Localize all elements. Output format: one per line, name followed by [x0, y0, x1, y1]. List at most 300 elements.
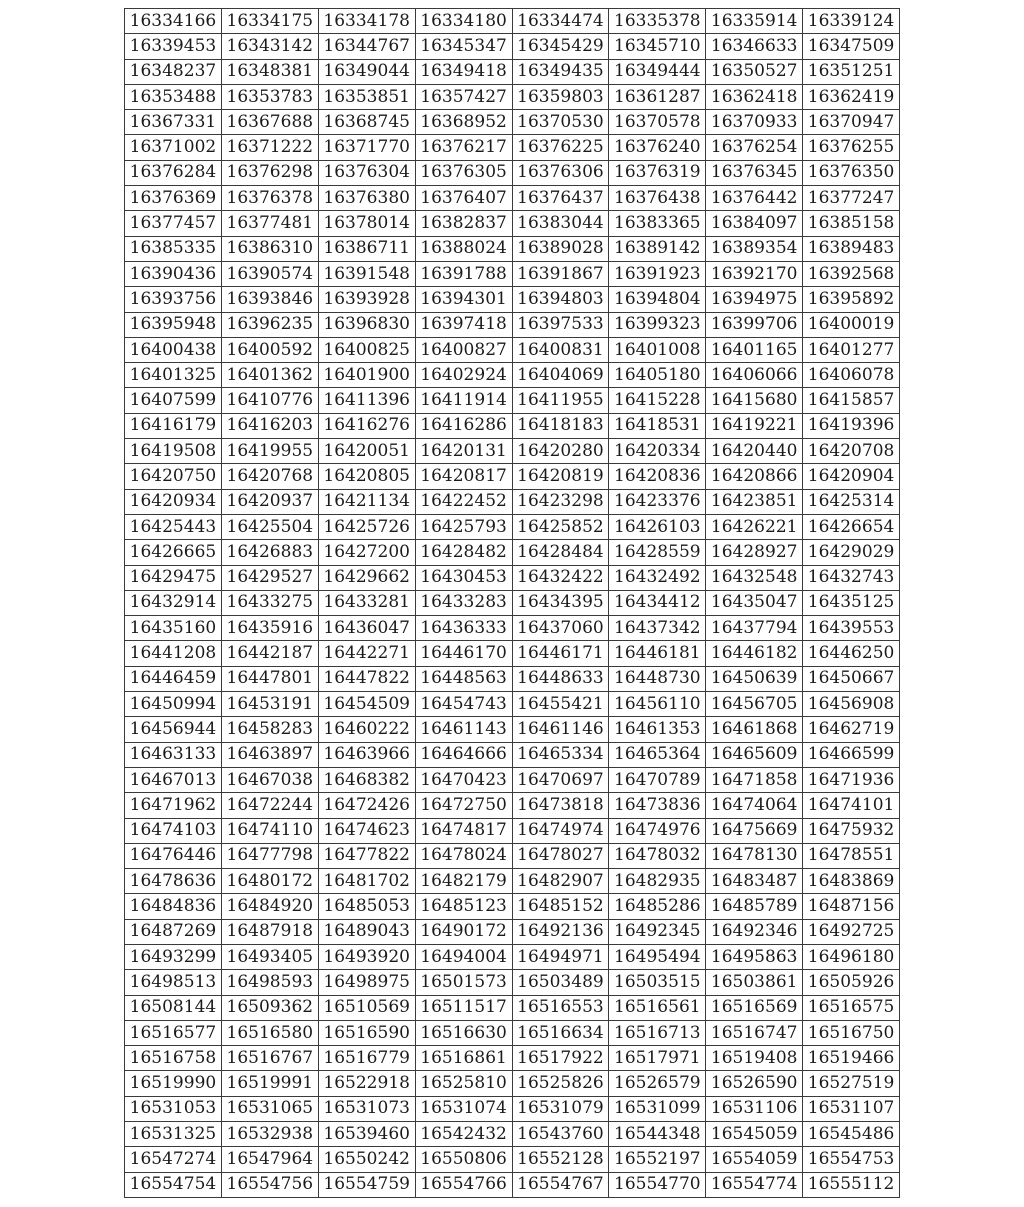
table-cell: 16344767 — [318, 34, 415, 59]
table-row — [125, 1096, 900, 1121]
table-cell: 16429662 — [318, 565, 415, 590]
table-cell: 16389142 — [609, 236, 706, 261]
table-cell: 16399706 — [706, 312, 803, 337]
table-cell: 16402924 — [415, 363, 512, 388]
table-cell: 16349044 — [318, 59, 415, 84]
table-cell: 16391867 — [512, 261, 609, 286]
table-cell: 16334175 — [221, 9, 318, 34]
table-cell: 16367331 — [125, 110, 222, 135]
table-cell: 16377481 — [221, 211, 318, 236]
table-cell: 16376298 — [221, 160, 318, 185]
table-cell: 16334474 — [512, 9, 609, 34]
number-table-body — [125, 9, 900, 1198]
table-row — [125, 211, 900, 236]
table-cell: 16516747 — [706, 1020, 803, 1045]
table-cell: 16430453 — [415, 565, 512, 590]
table-cell: 16456705 — [706, 692, 803, 717]
table-row — [125, 413, 900, 438]
table-cell: 16353488 — [125, 84, 222, 109]
table-cell: 16386711 — [318, 236, 415, 261]
table-cell: 16425314 — [803, 489, 900, 514]
table-cell: 16410776 — [221, 388, 318, 413]
table-cell: 16453191 — [221, 692, 318, 717]
table-cell: 16526590 — [706, 1071, 803, 1096]
table-cell: 16419508 — [125, 439, 222, 464]
table-cell: 16426654 — [803, 514, 900, 539]
table-cell: 16420836 — [609, 464, 706, 489]
table-cell: 16385158 — [803, 211, 900, 236]
table-cell: 16468382 — [318, 767, 415, 792]
table-row — [125, 666, 900, 691]
table-cell: 16436047 — [318, 616, 415, 641]
table-row — [125, 464, 900, 489]
table-cell: 16516861 — [415, 1046, 512, 1071]
table-cell: 16467038 — [221, 767, 318, 792]
table-cell: 16516767 — [221, 1046, 318, 1071]
table-cell: 16368952 — [415, 110, 512, 135]
table-cell: 16489043 — [318, 919, 415, 944]
table-cell: 16492136 — [512, 919, 609, 944]
table-cell: 16492346 — [706, 919, 803, 944]
table-cell: 16472426 — [318, 793, 415, 818]
table-cell: 16503861 — [706, 970, 803, 995]
table-row — [125, 540, 900, 565]
table-cell: 16472750 — [415, 793, 512, 818]
table-cell: 16385335 — [125, 236, 222, 261]
table-cell: 16411955 — [512, 388, 609, 413]
table-row — [125, 135, 900, 160]
table-cell: 16437060 — [512, 616, 609, 641]
table-cell: 16426883 — [221, 540, 318, 565]
table-cell: 16429527 — [221, 565, 318, 590]
table-cell: 16388024 — [415, 236, 512, 261]
table-cell: 16435047 — [706, 590, 803, 615]
table-cell: 16397418 — [415, 312, 512, 337]
table-cell: 16487918 — [221, 919, 318, 944]
table-cell: 16394301 — [415, 287, 512, 312]
table-cell: 16419221 — [706, 413, 803, 438]
table-cell: 16458283 — [221, 717, 318, 742]
table-cell: 16476446 — [125, 843, 222, 868]
table-row — [125, 944, 900, 969]
table-row — [125, 312, 900, 337]
table-cell: 16484836 — [125, 894, 222, 919]
table-cell: 16466599 — [803, 742, 900, 767]
table-cell: 16428559 — [609, 540, 706, 565]
table-cell: 16552197 — [609, 1147, 706, 1172]
table-cell: 16463966 — [318, 742, 415, 767]
table-cell: 16339124 — [803, 9, 900, 34]
table-cell: 16427200 — [318, 540, 415, 565]
table-cell: 16406078 — [803, 363, 900, 388]
table-cell: 16465364 — [609, 742, 706, 767]
table-cell: 16370530 — [512, 110, 609, 135]
table-cell: 16531325 — [125, 1122, 222, 1147]
table-cell: 16395892 — [803, 287, 900, 312]
table-cell: 16456908 — [803, 692, 900, 717]
table-cell: 16370947 — [803, 110, 900, 135]
table-cell: 16423376 — [609, 489, 706, 514]
table-cell: 16442271 — [318, 641, 415, 666]
table-cell: 16461143 — [415, 717, 512, 742]
table-cell: 16522918 — [318, 1071, 415, 1096]
table-row — [125, 236, 900, 261]
table-row — [125, 9, 900, 34]
table-cell: 16485123 — [415, 894, 512, 919]
table-cell: 16376319 — [609, 160, 706, 185]
table-cell: 16343142 — [221, 34, 318, 59]
table-cell: 16446250 — [803, 641, 900, 666]
table-cell: 16471858 — [706, 767, 803, 792]
table-cell: 16371770 — [318, 135, 415, 160]
table-cell: 16426103 — [609, 514, 706, 539]
table-cell: 16420131 — [415, 439, 512, 464]
table-cell: 16446181 — [609, 641, 706, 666]
table-cell: 16463133 — [125, 742, 222, 767]
table-cell: 16461868 — [706, 717, 803, 742]
table-row — [125, 818, 900, 843]
table-cell: 16426221 — [706, 514, 803, 539]
table-cell: 16478551 — [803, 843, 900, 868]
table-row — [125, 641, 900, 666]
table-cell: 16400019 — [803, 312, 900, 337]
table-cell: 16370933 — [706, 110, 803, 135]
table-cell: 16461146 — [512, 717, 609, 742]
table-cell: 16389028 — [512, 236, 609, 261]
table-cell: 16428484 — [512, 540, 609, 565]
table-cell: 16396830 — [318, 312, 415, 337]
table-cell: 16490172 — [415, 919, 512, 944]
table-cell: 16478636 — [125, 869, 222, 894]
table-cell: 16376305 — [415, 160, 512, 185]
table-cell: 16419396 — [803, 413, 900, 438]
table-row — [125, 287, 900, 312]
table-cell: 16397533 — [512, 312, 609, 337]
table-row — [125, 767, 900, 792]
table-cell: 16464666 — [415, 742, 512, 767]
table-cell: 16473818 — [512, 793, 609, 818]
table-cell: 16480172 — [221, 869, 318, 894]
table-cell: 16498975 — [318, 970, 415, 995]
table-cell: 16432914 — [125, 590, 222, 615]
table-cell: 16487269 — [125, 919, 222, 944]
table-cell: 16474064 — [706, 793, 803, 818]
table-cell: 16516561 — [609, 995, 706, 1020]
table-cell: 16390436 — [125, 261, 222, 286]
table-cell: 16516630 — [415, 1020, 512, 1045]
table-cell: 16376380 — [318, 186, 415, 211]
table-cell: 16371002 — [125, 135, 222, 160]
table-cell: 16554759 — [318, 1172, 415, 1197]
table-cell: 16454509 — [318, 692, 415, 717]
table-cell: 16407599 — [125, 388, 222, 413]
table-cell: 16516779 — [318, 1046, 415, 1071]
table-cell: 16454743 — [415, 692, 512, 717]
table-cell: 16531053 — [125, 1096, 222, 1121]
table-cell: 16426665 — [125, 540, 222, 565]
table-cell: 16446182 — [706, 641, 803, 666]
table-cell: 16425852 — [512, 514, 609, 539]
table-cell: 16545486 — [803, 1122, 900, 1147]
table-cell: 16394804 — [609, 287, 706, 312]
table-row — [125, 1020, 900, 1045]
table-cell: 16334166 — [125, 9, 222, 34]
table-cell: 16420866 — [706, 464, 803, 489]
table-cell: 16429475 — [125, 565, 222, 590]
table-cell: 16503515 — [609, 970, 706, 995]
table-cell: 16531106 — [706, 1096, 803, 1121]
table-cell: 16474103 — [125, 818, 222, 843]
table-cell: 16516750 — [803, 1020, 900, 1045]
table-cell: 16420708 — [803, 439, 900, 464]
table-cell: 16554767 — [512, 1172, 609, 1197]
table-cell: 16383365 — [609, 211, 706, 236]
table-cell: 16470789 — [609, 767, 706, 792]
table-cell: 16442187 — [221, 641, 318, 666]
table-cell: 16448563 — [415, 666, 512, 691]
table-cell: 16435125 — [803, 590, 900, 615]
table-cell: 16481702 — [318, 869, 415, 894]
table-cell: 16475669 — [706, 818, 803, 843]
table-cell: 16376345 — [706, 160, 803, 185]
table-cell: 16498593 — [221, 970, 318, 995]
table-cell: 16433275 — [221, 590, 318, 615]
table-cell: 16400831 — [512, 337, 609, 362]
table-cell: 16447801 — [221, 666, 318, 691]
table-cell: 16501573 — [415, 970, 512, 995]
table-cell: 16415228 — [609, 388, 706, 413]
table-cell: 16531107 — [803, 1096, 900, 1121]
table-row — [125, 843, 900, 868]
table-cell: 16511517 — [415, 995, 512, 1020]
table-cell: 16460222 — [318, 717, 415, 742]
table-cell: 16377247 — [803, 186, 900, 211]
table-cell: 16450667 — [803, 666, 900, 691]
table-cell: 16542432 — [415, 1122, 512, 1147]
table-cell: 16425443 — [125, 514, 222, 539]
table-row — [125, 1172, 900, 1197]
table-cell: 16384097 — [706, 211, 803, 236]
table-cell: 16418183 — [512, 413, 609, 438]
table-cell: 16432743 — [803, 565, 900, 590]
table-cell: 16394975 — [706, 287, 803, 312]
table-cell: 16345347 — [415, 34, 512, 59]
table-cell: 16406066 — [706, 363, 803, 388]
table-cell: 16494971 — [512, 944, 609, 969]
table-cell: 16446459 — [125, 666, 222, 691]
table-cell: 16493405 — [221, 944, 318, 969]
table-row — [125, 894, 900, 919]
table-cell: 16525826 — [512, 1071, 609, 1096]
table-cell: 16554754 — [125, 1172, 222, 1197]
table-cell: 16416286 — [415, 413, 512, 438]
table-cell: 16371222 — [221, 135, 318, 160]
table-cell: 16516575 — [803, 995, 900, 1020]
table-cell: 16361287 — [609, 84, 706, 109]
table-cell: 16376438 — [609, 186, 706, 211]
table-cell: 16470697 — [512, 767, 609, 792]
table-cell: 16404069 — [512, 363, 609, 388]
table-row — [125, 616, 900, 641]
table-cell: 16389483 — [803, 236, 900, 261]
table-row — [125, 692, 900, 717]
table-cell: 16527519 — [803, 1071, 900, 1096]
table-cell: 16465609 — [706, 742, 803, 767]
table-cell: 16376225 — [512, 135, 609, 160]
table-cell: 16376254 — [706, 135, 803, 160]
table-cell: 16432492 — [609, 565, 706, 590]
table-cell: 16462719 — [803, 717, 900, 742]
table-row — [125, 995, 900, 1020]
table-cell: 16425504 — [221, 514, 318, 539]
table-cell: 16383044 — [512, 211, 609, 236]
table-cell: 16505926 — [803, 970, 900, 995]
table-cell: 16392568 — [803, 261, 900, 286]
table-cell: 16396235 — [221, 312, 318, 337]
table-cell: 16353783 — [221, 84, 318, 109]
table-cell: 16351251 — [803, 59, 900, 84]
table-cell: 16335914 — [706, 9, 803, 34]
table-cell: 16416203 — [221, 413, 318, 438]
table-cell: 16348381 — [221, 59, 318, 84]
table-cell: 16376350 — [803, 160, 900, 185]
table-cell: 16474623 — [318, 818, 415, 843]
table-cell: 16420937 — [221, 489, 318, 514]
table-cell: 16456944 — [125, 717, 222, 742]
table-cell: 16473836 — [609, 793, 706, 818]
table-cell: 16554756 — [221, 1172, 318, 1197]
table-cell: 16446170 — [415, 641, 512, 666]
table-cell: 16376284 — [125, 160, 222, 185]
table-cell: 16428927 — [706, 540, 803, 565]
table-cell: 16531079 — [512, 1096, 609, 1121]
table-cell: 16485152 — [512, 894, 609, 919]
table-cell: 16420334 — [609, 439, 706, 464]
table-cell: 16345710 — [609, 34, 706, 59]
table-cell: 16471936 — [803, 767, 900, 792]
table-cell: 16376369 — [125, 186, 222, 211]
table-cell: 16418531 — [609, 413, 706, 438]
table-cell: 16525810 — [415, 1071, 512, 1096]
table-cell: 16376378 — [221, 186, 318, 211]
table-cell: 16349418 — [415, 59, 512, 84]
table-cell: 16519991 — [221, 1071, 318, 1096]
table-cell: 16357427 — [415, 84, 512, 109]
table-cell: 16492345 — [609, 919, 706, 944]
table-cell: 16510569 — [318, 995, 415, 1020]
table-row — [125, 160, 900, 185]
table-cell: 16359803 — [512, 84, 609, 109]
table-cell: 16362419 — [803, 84, 900, 109]
table-cell: 16478027 — [512, 843, 609, 868]
table-cell: 16487156 — [803, 894, 900, 919]
table-cell: 16470423 — [415, 767, 512, 792]
table-cell: 16477822 — [318, 843, 415, 868]
table-cell: 16419955 — [221, 439, 318, 464]
table-cell: 16420934 — [125, 489, 222, 514]
table-cell: 16475932 — [803, 818, 900, 843]
table-row — [125, 514, 900, 539]
table-cell: 16516577 — [125, 1020, 222, 1045]
table-row — [125, 970, 900, 995]
table-cell: 16348237 — [125, 59, 222, 84]
table-cell: 16405180 — [609, 363, 706, 388]
table-cell: 16554753 — [803, 1147, 900, 1172]
table-row — [125, 489, 900, 514]
table-cell: 16483869 — [803, 869, 900, 894]
table-row — [125, 388, 900, 413]
table-cell: 16545059 — [706, 1122, 803, 1147]
table-cell: 16400592 — [221, 337, 318, 362]
table-cell: 16416276 — [318, 413, 415, 438]
table-cell: 16362418 — [706, 84, 803, 109]
table-cell: 16474974 — [512, 818, 609, 843]
table-cell: 16519466 — [803, 1046, 900, 1071]
table-cell: 16422452 — [415, 489, 512, 514]
table-cell: 16494004 — [415, 944, 512, 969]
table-cell: 16349444 — [609, 59, 706, 84]
table-cell: 16439553 — [803, 616, 900, 641]
table-cell: 16472244 — [221, 793, 318, 818]
table-cell: 16519990 — [125, 1071, 222, 1096]
table-cell: 16393756 — [125, 287, 222, 312]
table-cell: 16391548 — [318, 261, 415, 286]
table-cell: 16376304 — [318, 160, 415, 185]
table-row — [125, 337, 900, 362]
table-cell: 16376240 — [609, 135, 706, 160]
table-cell: 16376437 — [512, 186, 609, 211]
table-row — [125, 34, 900, 59]
table-cell: 16456110 — [609, 692, 706, 717]
table-cell: 16386310 — [221, 236, 318, 261]
table-cell: 16389354 — [706, 236, 803, 261]
table-cell: 16450994 — [125, 692, 222, 717]
table-cell: 16517922 — [512, 1046, 609, 1071]
table-cell: 16516553 — [512, 995, 609, 1020]
table-cell: 16526579 — [609, 1071, 706, 1096]
table-cell: 16446171 — [512, 641, 609, 666]
table-cell: 16482935 — [609, 869, 706, 894]
table-cell: 16382837 — [415, 211, 512, 236]
table-cell: 16554774 — [706, 1172, 803, 1197]
table-cell: 16493920 — [318, 944, 415, 969]
table-cell: 16450639 — [706, 666, 803, 691]
table-cell: 16376217 — [415, 135, 512, 160]
table-cell: 16335378 — [609, 9, 706, 34]
table-cell: 16516580 — [221, 1020, 318, 1045]
table-row — [125, 919, 900, 944]
table-cell: 16376442 — [706, 186, 803, 211]
table-cell: 16447822 — [318, 666, 415, 691]
table-cell: 16482907 — [512, 869, 609, 894]
table-cell: 16471962 — [125, 793, 222, 818]
table-cell: 16478032 — [609, 843, 706, 868]
table-row — [125, 186, 900, 211]
table-cell: 16516713 — [609, 1020, 706, 1045]
table-cell: 16492725 — [803, 919, 900, 944]
table-cell: 16437342 — [609, 616, 706, 641]
table-cell: 16495863 — [706, 944, 803, 969]
table-cell: 16401362 — [221, 363, 318, 388]
table-cell: 16400827 — [415, 337, 512, 362]
table-cell: 16467013 — [125, 767, 222, 792]
table-cell: 16367688 — [221, 110, 318, 135]
table-cell: 16420750 — [125, 464, 222, 489]
table-cell: 16435160 — [125, 616, 222, 641]
table-cell: 16485053 — [318, 894, 415, 919]
table-cell: 16435916 — [221, 616, 318, 641]
table-cell: 16432548 — [706, 565, 803, 590]
